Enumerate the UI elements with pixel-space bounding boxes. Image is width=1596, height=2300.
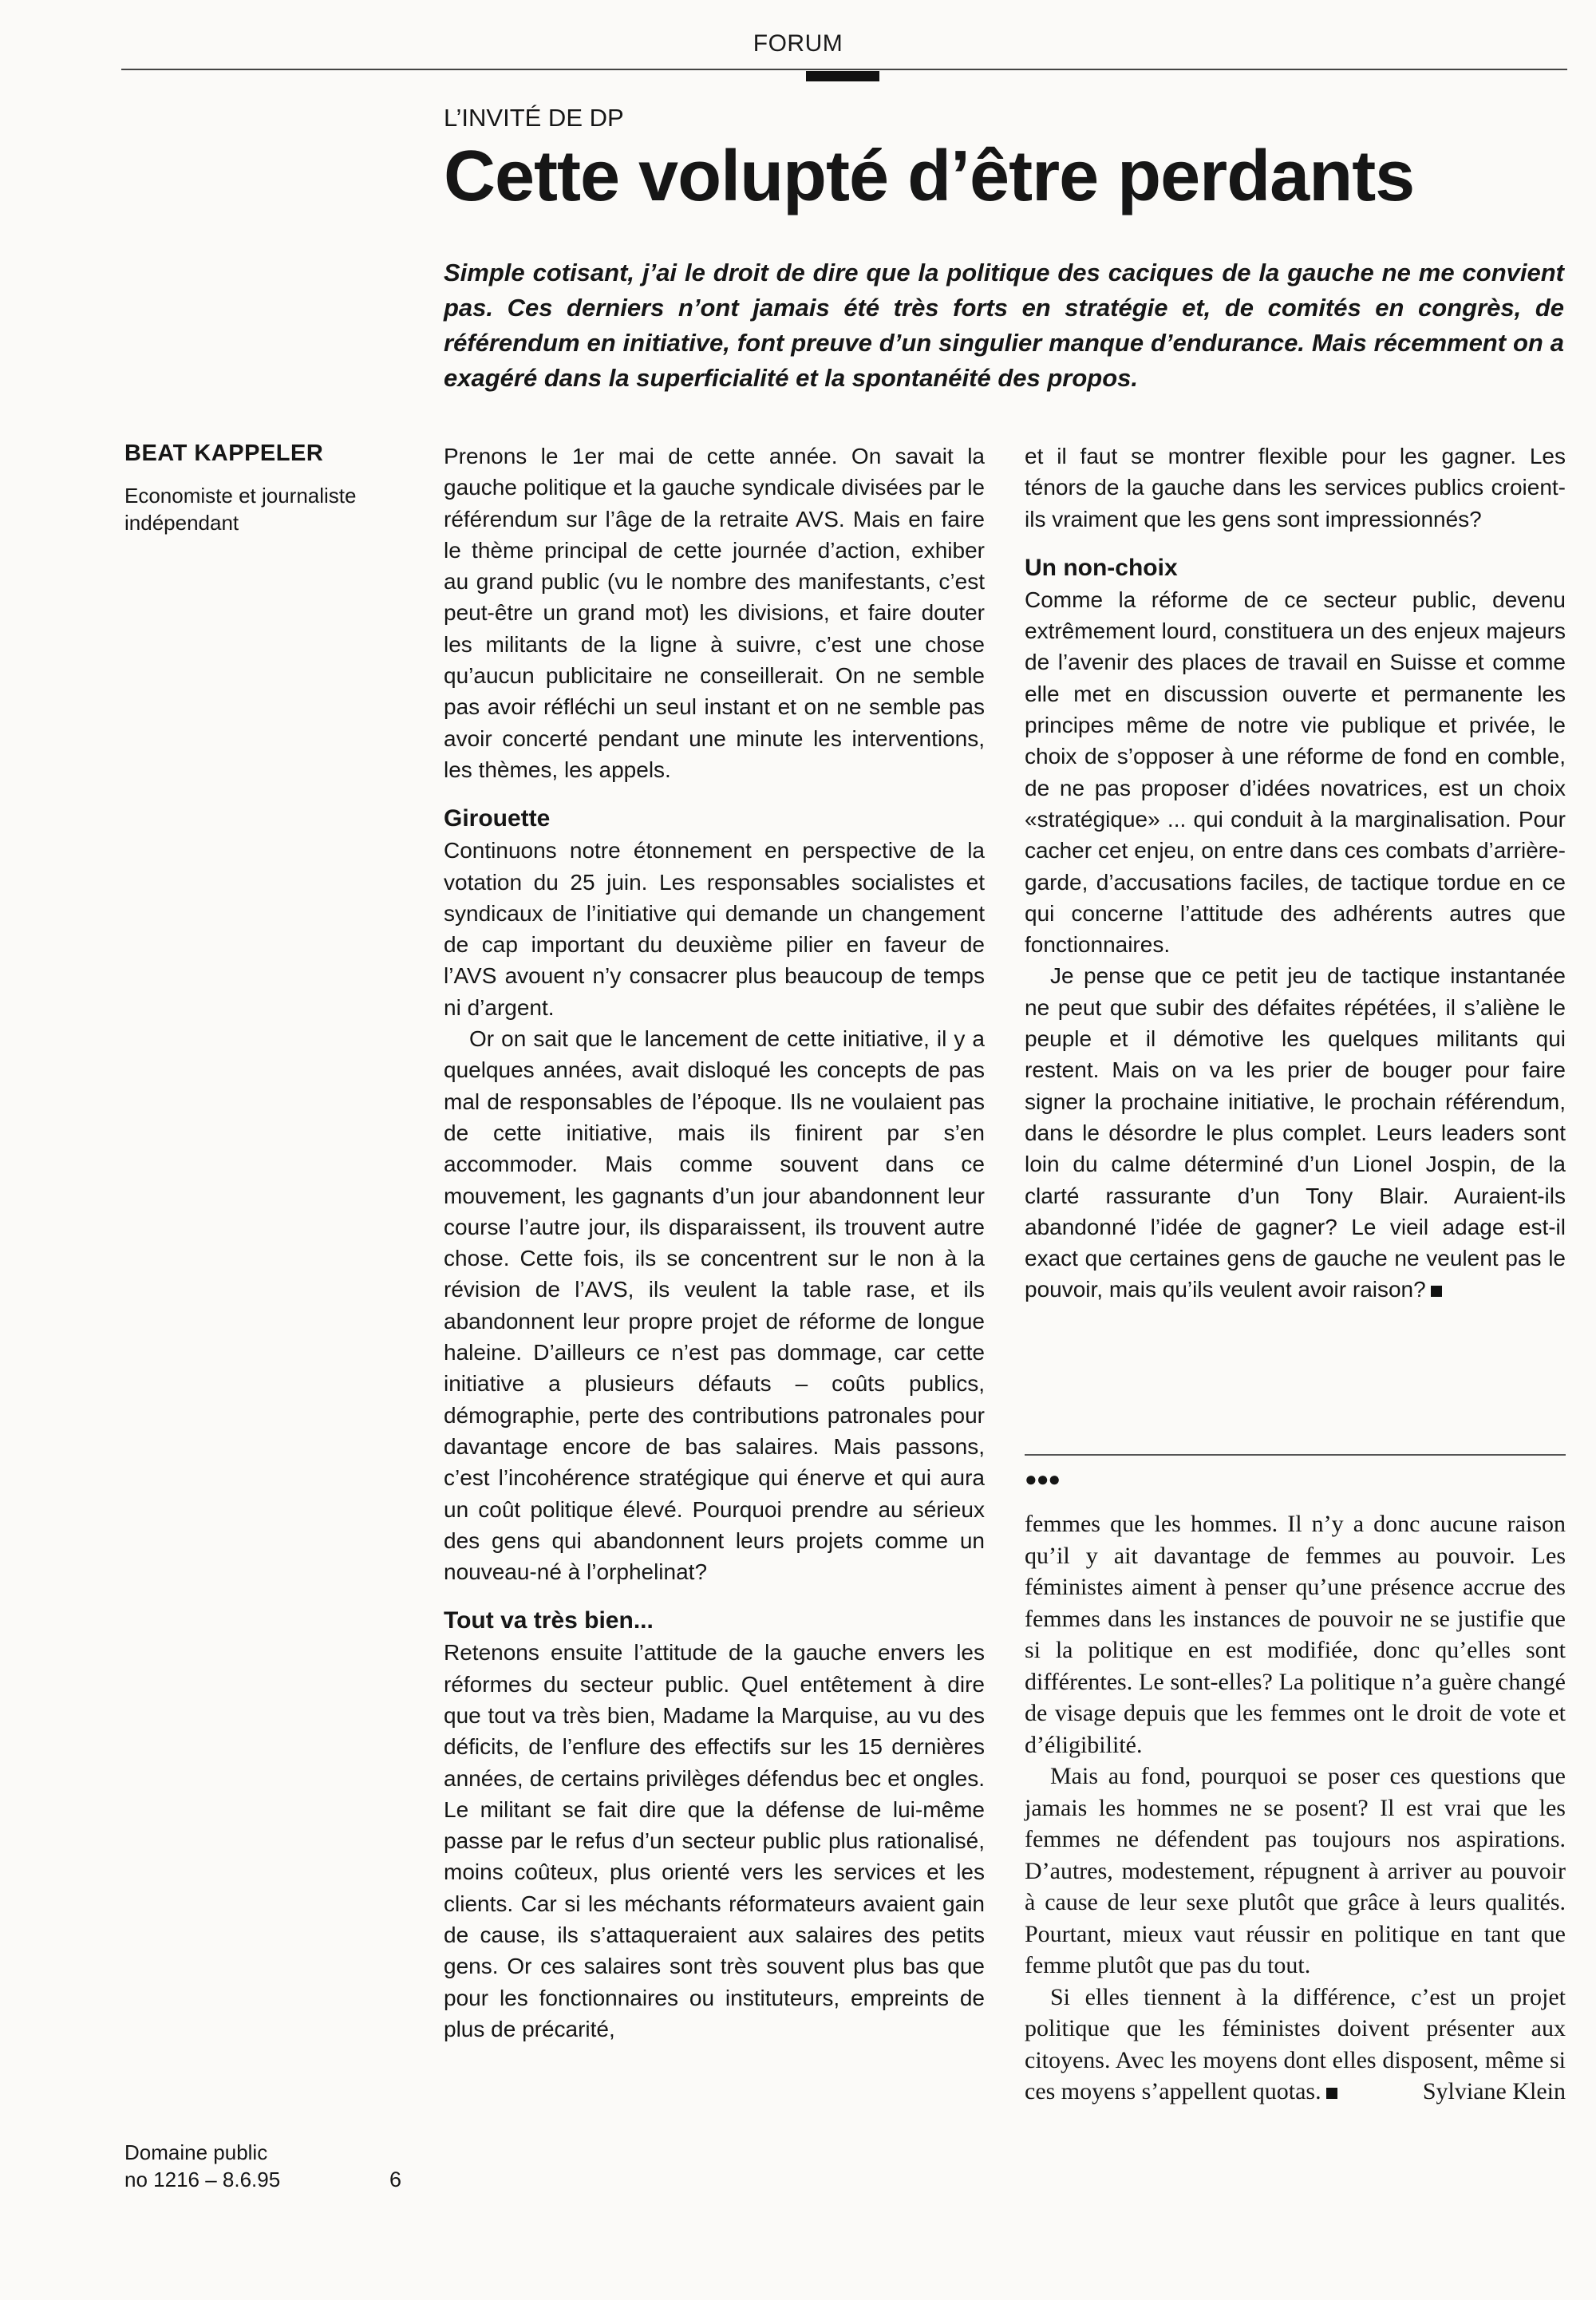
- issue-info: no 1216 – 8.6.95: [124, 2168, 281, 2191]
- continued-article-column: [1025, 1508, 1566, 2108]
- subheading-girouette: Girouette: [444, 805, 551, 832]
- paragraph: Continuons notre étonnement en perspective de la votation du 25 juin. Les responsables socialistes et syndicaux de l’initiative qui demande un changement de cap important du deuxième pilier en faveur de l’AVS avouent n’y consacrer plus beaucoup de temps ni d’argent.: [444, 838, 985, 1020]
- section-label: FORUM: [753, 30, 843, 57]
- lede: Simple cotisant, j’ai le droit de dire que la politique des caciques de la gauche ne me convient pas. Ces derniers n’ont jamais été très forts en stratégie et, de comités en congrès, de référendum en initiative, font preuve d’un singulier manque d’endurance. Mais récemment on a exagéré dans la superficialité et la spontanéité des propos.: [444, 259, 1564, 392]
- article-column-1: [444, 441, 985, 2045]
- paragraph: Prenons le 1er mai de cette année. On savait la gauche politique et la gauche syndicale divisées par le référendum sur l’âge de la retraite AVS. Mais en faire le thème principal de cette journée d’action, exhiber au grand public (vu le nombre des manifestants, c’est peut-être un grand mot) les divisions, et faire douter les militants de la ligne à suivre, c’est une chose qu’aucun publicitaire ne conseillerait. On ne semble pas avoir réfléchi un seul instant et on ne semble pas avoir concerté pendant une minute les interventions, les thèmes, les appels.: [444, 444, 985, 782]
- page-number: 6: [389, 2168, 402, 2191]
- column-divider-rule: [1025, 1454, 1566, 1456]
- article-column-2: [1025, 441, 1566, 1306]
- paragraph: et il faut se montrer flexible pour les gagner. Les ténors de la gauche dans les services publics croient-ils vraiment que les gens sont impressionnés?: [1025, 444, 1566, 532]
- header-rule: [121, 69, 1567, 70]
- paragraph-text: Si elles tiennent à la différence, c’est un projet politique que les féministes doivent présenter aux citoyens. Avec les moyens dont elles disposent, même si ces moyens s’appellent quotas.: [1025, 1983, 1566, 2104]
- signature: Sylviane Klein: [1422, 2078, 1566, 2104]
- paragraph-last: [1025, 1982, 1566, 2108]
- paragraph: Or on sait que le lancement de cette initiative, il y a quelques années, avait disloqué les concepts de pas mal de responsables de l’époque. Ils ne voulaient pas de cette initiative, mais ils finirent par s’en accommoder. Mais comme souvent dans ce mouvement, les gagnants d’un jour abandonnent leur course l’autre jour, ils disparaissent, ils trouvent autre chose. Cette fois, ils se concentrent sur le non à la révision de l’AVS, ils veulent la table rase, et ils abandonnent leur propre projet de réforme de longue haleine. D’ailleurs ce n’est pas dommage, car cette initiative a plusieurs défauts – coûts publics, démographie, perte des contributions patronales pour davantage encore de bas salaires. Mais passons, c’est l’incohérence stratégique qui énerve et qui aura un coût politique élevé. Pourquoi prendre au sérieux des gens qui abandonnent leurs projets comme un nouveau-né à l’orphelinat?: [444, 1026, 985, 1585]
- subheading-un-non-choix: Un non-choix: [1025, 554, 1178, 581]
- paragraph: Mais au fond, pourquoi se poser ces questions que jamais les hommes ne se posent? Il est vrai que les femmes ne défendent pas toujours nos aspirations. D’autres, modestement, répugnent à arriver au pouvoir à cause de leur sexe plutôt que grâce à leurs qualités. Pourtant, mieux vaut réussir en politique en tant que femme plutôt que pas du tout.: [1025, 1763, 1566, 1978]
- headline: Cette volupté d’être perdants: [444, 136, 1415, 216]
- end-of-article-mark: [1431, 1286, 1442, 1297]
- subheading-tout-va-tres-bien: Tout va très bien...: [444, 1607, 654, 1634]
- author-name: BEAT KAPPELER: [124, 441, 324, 466]
- publication-name: Domaine public: [124, 2140, 268, 2164]
- kicker: L’INVITÉ DE DP: [444, 104, 624, 132]
- paragraph-text: Je pense que ce petit jeu de tactique instantanée ne peut que subir des défaites répétées, il s’aliène le peuple et il démotive les quelques militants qui restent. Mais on va les prier de bouger pour faire signer la prochaine initiative, le prochain référendum, dans le désordre le plus complet. Leurs leaders sont loin du calme déterminé d’un Lionel Jospin, de la clarté rassurante d’un Tony Blair. Auraient-ils abandonné l’idée de gagner? Le vieil adage est-il exact que certaines gens de gauche ne veulent pas le pouvoir, mais qu’ils veulent avoir raison?: [1025, 963, 1566, 1302]
- paragraph: femmes que les hommes. Il n’y a donc aucune raison qu’il y ait davantage de femmes au pouvoir. Les féministes aiment à penser qu’une présence accrue des femmes dans les instances de pouvoir ne se justifie que si la politique en est modifiée, donc qu’elles sont différentes. Le sont-elles? La politique n’a guère changé de visage depuis que les femmes ont le droit de vote et d’éligibilité.: [1025, 1511, 1566, 1758]
- paragraph: Retenons ensuite l’attitude de la gauche envers les réformes du secteur public. Quel entêtement à dire que tout va très bien, Madame la Marquise, au vu des déficits, de l’enflure des effectifs sur les 15 dernières années, de certains privilèges défendus bec et ongles. Le militant se fait dire que la défense de lui-même passe par le refus d’un secteur public plus rationalisé, moins coûteux, plus orienté vers les services et les clients. Car si les méchants réformateurs avaient gain de cause, ils s’attaqueraient aux salaires des petits gens. Or ces salaires sont très souvent plus bas que pour les fonctionnaires ou instituteurs, empreints de plus de précarité,: [444, 1640, 985, 2041]
- paragraph: Comme la réforme de ce secteur public, devenu extrêmement lourd, constituera un des enjeux majeurs de l’avenir des places de travail en Suisse et comme elle met en discussion ouverte et permanente les principes même de notre vie publique et privée, le choix de s’opposer à une réforme de fond en comble, de ne pas proposer d’idées novatrices, est un choix «stratégique» ... qui conduit à la marginalisation. Pour cacher cet enjeu, on entre dans ces combats d’arrière-garde, d’accusations faciles, de tactique tordue en ce qui concerne l’attitude des adhérents autres que fonctionnaires.: [1025, 587, 1566, 958]
- end-of-article-mark: [1326, 2088, 1337, 2099]
- continuation-marker: ●●●: [1025, 1467, 1061, 1491]
- paragraph-last: [1025, 960, 1566, 1305]
- header-tab-bar: [806, 71, 879, 81]
- author-description: Economiste et journaliste indépendant: [124, 484, 357, 535]
